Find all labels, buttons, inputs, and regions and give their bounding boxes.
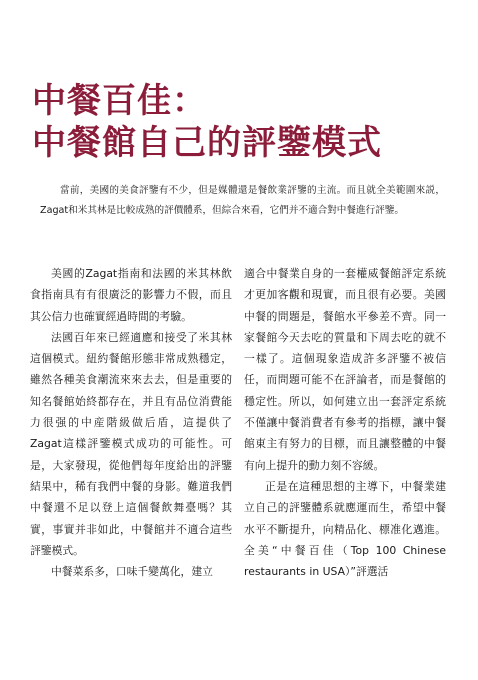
article-title [32, 80, 452, 164]
body-paragraph: 適合中餐業自身的一套權威餐館評定系統才更加客觀和現實，而且很有必要。美國中餐的問題是，餐館水平參差不齊。同一家餐館今天去吃的質量和下周去吃的就不一樣了。這個現象造成許多評鑒不被信任，而問題可能不在評論者，而是餐館的穩定性。所以，如何建立出一套評定系統不僅讓中餐消費者有參考的指標，讓中餐館東主有努力的目標，而且讓整體的中餐有向上提升的動力刻不容緩。 [244, 267, 446, 472]
right-column [244, 263, 446, 582]
body-paragraph: 法國百年來已經適應和接受了米其林這個模式。紐約餐館形態非常成熟穩定，雖然各種美食潮流來來去去，但是重要的知名餐館始終都存在，并且有品位消費能力很强的中産階級做后盾，這提供了Zagat這樣評鑒模式成功的可能性。可是，大家發現，從他們每年度給出的評鑒結果中，稀有我們中餐的身影。難道我們中餐還不足以登上這個餐飲舞臺嗎？其實，事實并非如此，中餐館并不適合這些評鑒模式。 [30, 330, 232, 557]
body-paragraph: 正是在這種思想的主導下，中餐業建立自己的評鑒體系就應運而生，希望中餐水平不斷提升，向精品化、標准化邁進。全美“中餐百佳（Top 100 Chinese restaurants in USA）”評選活 [244, 479, 446, 579]
left-column [30, 263, 232, 582]
body-paragraph: 美國的Zagat指南和法國的米其林飲食指南具有有很廣泛的影響力不假，而且其公信力也確實經過時間的考驗。 [30, 267, 232, 323]
title-line-2: 中餐館自己的評鑒模式 [32, 123, 382, 163]
title-line-1: 中餐百佳： [32, 81, 207, 121]
intro-paragraph: 當前，美國的美食評鑒有不少，但是媒體還是餐飲業評鑒的主流。而且就全美範圍來説，Zagat和米其林是比較成熟的評價體系，但綜合來看，它們并不適合對中餐進行評鑒。 [40, 185, 445, 216]
body-paragraph: 中餐菜系多，口味千變萬化，建立 [51, 565, 213, 579]
intro-summary [40, 181, 445, 220]
